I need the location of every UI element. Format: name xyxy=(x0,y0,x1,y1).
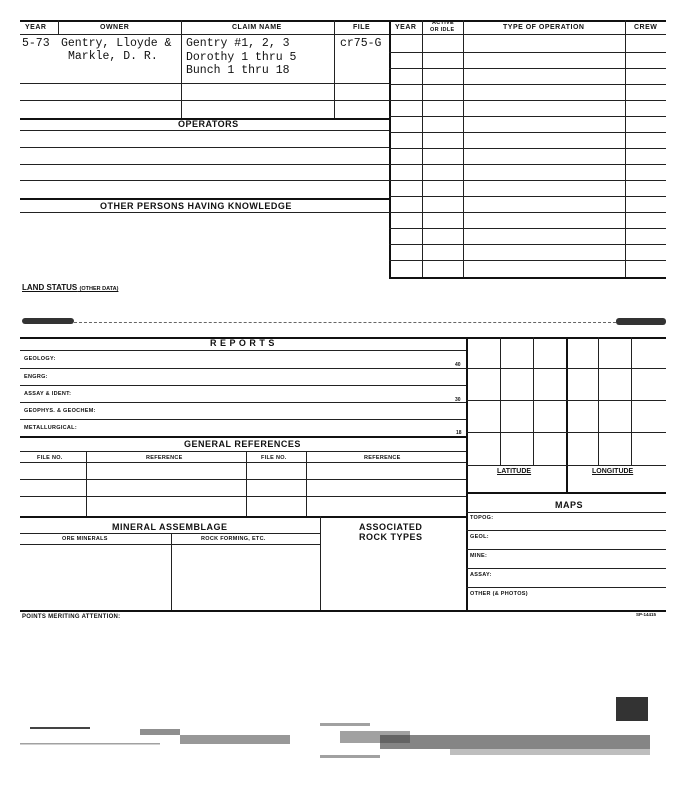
maps-row-geol: GEOL: xyxy=(470,534,489,540)
reports-title-underline xyxy=(20,350,466,351)
col-divider-crew xyxy=(625,20,626,278)
row-line xyxy=(20,83,389,84)
ref-col-divider xyxy=(246,451,247,516)
top-border xyxy=(20,20,666,22)
row-line xyxy=(389,244,666,245)
header-or-idle: OR IDLE xyxy=(430,27,455,33)
ref-header-file-no: FILE NO. xyxy=(37,455,63,461)
latitude-label: LATITUDE xyxy=(497,468,532,475)
maps-row-topog: TOPOG: xyxy=(470,515,494,521)
entry-year: 5-73 xyxy=(22,37,50,50)
general-references-title: GENERAL REFERENCES xyxy=(184,439,301,449)
header-claim-name: CLAIM NAME xyxy=(232,24,282,31)
entry-claim-1: Gentry #1, 2, 3 xyxy=(186,37,290,50)
maps-row-line xyxy=(466,587,666,588)
ref-row-line xyxy=(20,496,466,497)
header-crew: CREW xyxy=(634,24,658,31)
points-meriting-label: POINTS MERITING ATTENTION: xyxy=(22,614,121,620)
maps-row-other: OTHER (& PHOTOS) xyxy=(470,591,528,597)
header-year: YEAR xyxy=(25,24,47,31)
row-line xyxy=(389,196,666,197)
row-line xyxy=(389,180,666,181)
entry-claim-2: Dorothy 1 thru 5 xyxy=(186,51,297,64)
mineral-header-ore: ORE MINERALS xyxy=(62,536,108,542)
row-line xyxy=(389,228,666,229)
redaction-mark-left xyxy=(22,318,74,324)
mineral-col-divider xyxy=(171,533,172,610)
row-line xyxy=(389,52,666,53)
grid-col-center xyxy=(566,337,568,492)
grid-col xyxy=(533,337,534,465)
maps-row-line xyxy=(466,530,666,531)
grid-col xyxy=(598,337,599,465)
other-persons-title: OTHER PERSONS HAVING KNOWLEDGE xyxy=(100,201,292,211)
col-divider-file xyxy=(334,20,335,118)
report-label-engrg: ENGRG: xyxy=(24,374,48,380)
land-status-title: LAND STATUS xyxy=(22,283,78,292)
grid-row xyxy=(466,465,666,466)
entry-owner-line-1: Gentry, Lloyde & xyxy=(61,37,172,50)
maps-title: MAPS xyxy=(555,500,584,510)
report-row-line xyxy=(20,368,466,369)
grid-row xyxy=(466,400,666,401)
other-persons-top xyxy=(20,198,389,200)
mineral-assemblage-title: MINERAL ASSEMBLAGE xyxy=(112,522,228,532)
grid-row xyxy=(466,432,666,433)
row-line xyxy=(389,116,666,117)
row-line xyxy=(20,130,389,131)
lower-bottom-border xyxy=(20,610,666,612)
row-line xyxy=(389,164,666,165)
maps-underline xyxy=(466,512,666,513)
land-status-line xyxy=(74,322,616,323)
row-line xyxy=(389,100,666,101)
maps-row-mine: MINE: xyxy=(470,553,488,559)
associated-rock-types-2: ROCK TYPES xyxy=(359,532,423,542)
ref-header-reference: REFERENCE xyxy=(146,455,183,461)
col-divider-active xyxy=(463,20,464,278)
row-line xyxy=(20,147,389,148)
report-num-assay: 30 xyxy=(455,397,461,403)
ref-header-file-no-2: FILE NO. xyxy=(261,455,287,461)
maps-row-line xyxy=(466,568,666,569)
row-line xyxy=(389,260,666,261)
report-num-metallurgical: 18 xyxy=(456,430,462,436)
general-references-top xyxy=(20,436,466,438)
grid-row xyxy=(466,368,666,369)
reports-title: R E P O R T S xyxy=(210,338,275,348)
row-line xyxy=(389,68,666,69)
header-type-of-operation: TYPE OF OPERATION xyxy=(503,24,585,31)
report-num-geology: 40 xyxy=(455,362,461,368)
land-status-subtitle: (OTHER DATA) xyxy=(79,286,119,292)
report-row-line xyxy=(20,385,466,386)
col-divider-year xyxy=(58,20,59,34)
land-status-label xyxy=(22,283,118,292)
associated-rock-types-1: ASSOCIATED xyxy=(359,522,423,532)
ref-col-divider xyxy=(306,451,307,516)
report-row-line xyxy=(20,402,466,403)
mineral-header-rock: ROCK FORMING, ETC. xyxy=(201,536,266,542)
redaction-mark-right xyxy=(616,318,666,325)
report-label-assay: ASSAY & IDENT: xyxy=(24,391,72,397)
maps-row-line xyxy=(466,549,666,550)
row-line xyxy=(20,212,389,213)
mineral-underline xyxy=(20,533,320,534)
mineral-header-line xyxy=(20,544,320,545)
maps-row-assay: ASSAY: xyxy=(470,572,492,578)
row-line xyxy=(20,180,389,181)
mineral-assoc-divider xyxy=(320,516,321,610)
header-active: ACTIVE xyxy=(432,20,454,26)
row-line xyxy=(389,148,666,149)
ref-header-reference-2: REFERENCE xyxy=(364,455,401,461)
scan-noise xyxy=(20,715,666,775)
report-label-geophys: GEOPHYS. & GEOCHEM: xyxy=(24,408,96,414)
header-file: FILE xyxy=(353,24,371,31)
entry-file: cr75-G xyxy=(340,37,382,50)
row-line xyxy=(389,84,666,85)
ref-row-line xyxy=(20,479,466,480)
header-underline xyxy=(20,34,666,35)
report-row-line xyxy=(20,419,466,420)
form-number: SP-14415 xyxy=(636,612,657,617)
operators-title: OPERATORS xyxy=(178,119,239,129)
row-line xyxy=(389,132,666,133)
longitude-label: LONGITUDE xyxy=(592,468,634,475)
top-table-bottom xyxy=(389,277,666,279)
maps-top xyxy=(466,492,666,494)
reports-right-border xyxy=(466,337,468,610)
header-year-2: YEAR xyxy=(395,24,417,31)
row-line xyxy=(20,100,389,101)
col-divider-year2 xyxy=(422,20,423,278)
row-line xyxy=(389,212,666,213)
grid-col xyxy=(631,337,632,465)
entry-owner-line-2: Markle, D. R. xyxy=(68,50,158,63)
header-owner: OWNER xyxy=(100,24,130,31)
report-label-geology: GEOLOGY: xyxy=(24,356,56,362)
grid-col xyxy=(500,337,501,465)
report-label-metallurgical: METALLURGICAL: xyxy=(24,425,77,431)
ref-col-divider xyxy=(86,451,87,516)
reports-top xyxy=(20,337,666,339)
col-divider-owner xyxy=(181,20,182,118)
mineral-top xyxy=(20,516,466,518)
row-line xyxy=(20,164,389,165)
col-divider-main xyxy=(389,20,391,278)
entry-claim-3: Bunch 1 thru 18 xyxy=(186,64,290,77)
